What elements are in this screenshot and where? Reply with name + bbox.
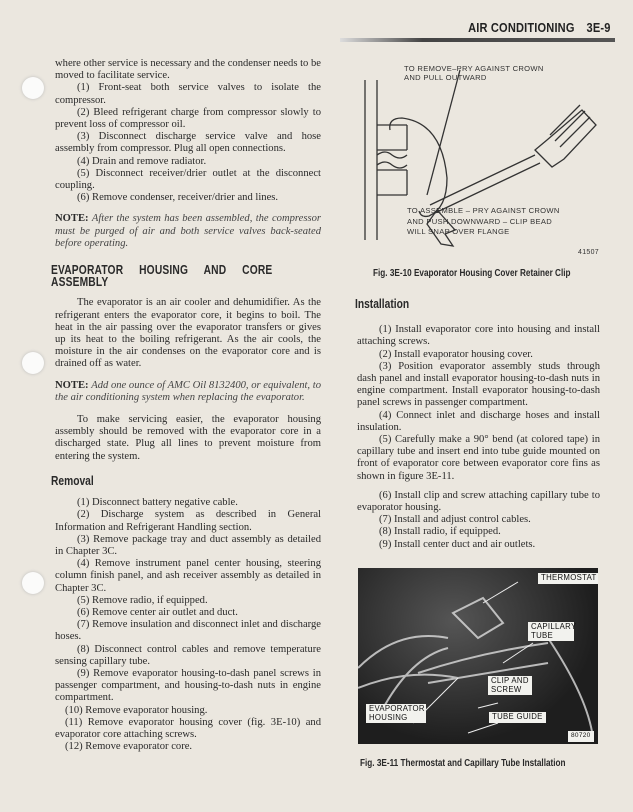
- left-column: [51, 58, 321, 753]
- step: (7) Install and adjust control cables.: [379, 514, 531, 526]
- step: (1) Install evaporator core into housing and install attaching screws.: [357, 324, 600, 348]
- subheading-installation: Installation: [355, 297, 410, 311]
- step: (2) Install evaporator housing cover.: [379, 348, 533, 360]
- step: (4) Connect inlet and discharge hoses and install insulation.: [357, 409, 600, 433]
- thermostat-photo: [358, 568, 598, 744]
- header-rule: [340, 38, 615, 42]
- figure-caption: Fig. 3E-10 Evaporator Housing Cover Retainer Clip: [373, 267, 571, 279]
- step: (8) Disconnect control cables and remove temperature sensing capillary tube.: [55, 643, 321, 667]
- step: (9) Install center duct and air outlets.: [379, 538, 536, 550]
- subheading-removal: Removal: [51, 473, 94, 488]
- note: [55, 213, 321, 250]
- note: [55, 380, 321, 404]
- step: (11) Remove evaporator housing cover (fig. 3E-10) and evaporator core attaching screws.: [55, 716, 321, 740]
- page-number: 3E-9: [586, 20, 611, 35]
- binder-hole: [22, 572, 44, 594]
- label-clip-and-screw: CLIP AND SCREW: [488, 676, 532, 695]
- note-text: After the system has been assembled, the compressor must be purged of air and both service valves back-seated before operating.: [55, 213, 321, 249]
- section-title: AIR CONDITIONING: [468, 20, 576, 35]
- figure-code: 80720: [568, 731, 594, 742]
- binder-hole: [22, 77, 44, 99]
- note-label: NOTE:: [55, 213, 89, 225]
- step: (1) Front-seat both service valves to isolate the compressor.: [55, 82, 321, 106]
- step: (6) Install clip and screw attaching capillary tube to evaporator housing.: [357, 489, 600, 514]
- label-capillary-tube: CAPILLARY TUBE: [528, 622, 574, 641]
- step: (6) Remove center air outlet and duct.: [77, 606, 238, 618]
- binder-hole: [22, 352, 44, 374]
- step: (2) Discharge system as described in General Information and Refrigerant Handling section.: [55, 509, 321, 533]
- step: (7) Remove insulation and disconnect inlet and discharge hoses.: [55, 619, 321, 643]
- step: (3) Disconnect discharge service valve and hose assembly from compressor. Plug all open connections.: [55, 131, 321, 155]
- assemble-callout: TO ASSEMBLE – PRY AGAINST CROWN AND PUSH DOWNWARD – CLIP BEAD WILL SNAP OVER FLANGE: [407, 206, 560, 236]
- section-heading: EVAPORATOR HOUSING AND CORE ASSEMBLY: [51, 263, 273, 290]
- step: (4) Remove instrument panel center housing, steering column finish panel, and ash receiver assembly as detailed in Chapter 3C.: [55, 558, 321, 594]
- step: (2) Bleed refrigerant charge from compressor slowly to prevent loss of compressor oil.: [55, 106, 321, 131]
- step: (8) Install radio, if equipped.: [379, 526, 501, 538]
- step: (1) Disconnect battery negative cable.: [77, 497, 238, 509]
- step: (9) Remove evaporator housing-to-dash panel screws in passenger compartment, and housing-to-dash nuts in engine compartment.: [55, 667, 321, 704]
- note-label: NOTE:: [55, 379, 89, 391]
- step: (5) Disconnect receiver/drier outlet at the disconnect coupling.: [55, 167, 321, 192]
- step: (5) Carefully make a 90° bend (at colored tape) in capillary tube and insert end into tube guide mounted on front of evaporator core between evaporator core fins as shown in figure 3E-11.: [357, 434, 600, 482]
- remove-callout: TO REMOVE–PRY AGAINST CROWN AND PULL OUTWARD: [404, 64, 544, 82]
- step: (5) Remove radio, if equipped.: [77, 594, 208, 606]
- step: (4) Drain and remove radiator.: [77, 155, 207, 167]
- step: (6) Remove condenser, receiver/drier and lines.: [77, 192, 279, 204]
- step: (3) Position evaporator assembly studs through dash panel and install evaporator housing-to-dash nuts in engine compartment. Install evaporator housing-to-dash panel screws in passenger compartment.: [357, 360, 600, 409]
- label-tube-guide: TUBE GUIDE: [489, 712, 546, 723]
- paragraph: To make servicing easier, the evaporator housing assembly should be removed with the evaporator core in a discharged state. Plug all lines to prevent moisture from entering the system.: [55, 414, 321, 462]
- paragraph: The evaporator is an air cooler and dehumidifier. As the refrigerant enters the evaporator core, it begins to boil. The heat in the air passing over the evaporator transfers or gives up its heat to the boiling refrigerant. As the air cools, the moisture in the air condenses on the evaporator core and is drained off as water.: [55, 297, 321, 370]
- label-thermostat: THERMOSTAT: [538, 573, 598, 584]
- label-evaporator-housing: EVAPORATOR HOUSING: [366, 704, 426, 723]
- right-column: [357, 298, 600, 551]
- note-text: Add one ounce of AMC Oil 8132400, or equivalent, to the air conditioning system when replacing the evaporator.: [55, 379, 321, 403]
- step: (12) Remove evaporator core.: [65, 741, 193, 753]
- page-header: [457, 20, 611, 35]
- figure-code: 41507: [578, 249, 599, 256]
- step: (3) Remove package tray and duct assembly as detailed in Chapter 3C.: [55, 533, 321, 557]
- step: (10) Remove evaporator housing.: [65, 704, 208, 716]
- intro-text: where other service is necessary and the condenser needs to be moved to facilitate service.: [55, 58, 321, 82]
- figure-caption: Fig. 3E-11 Thermostat and Capillary Tube Installation: [360, 757, 566, 769]
